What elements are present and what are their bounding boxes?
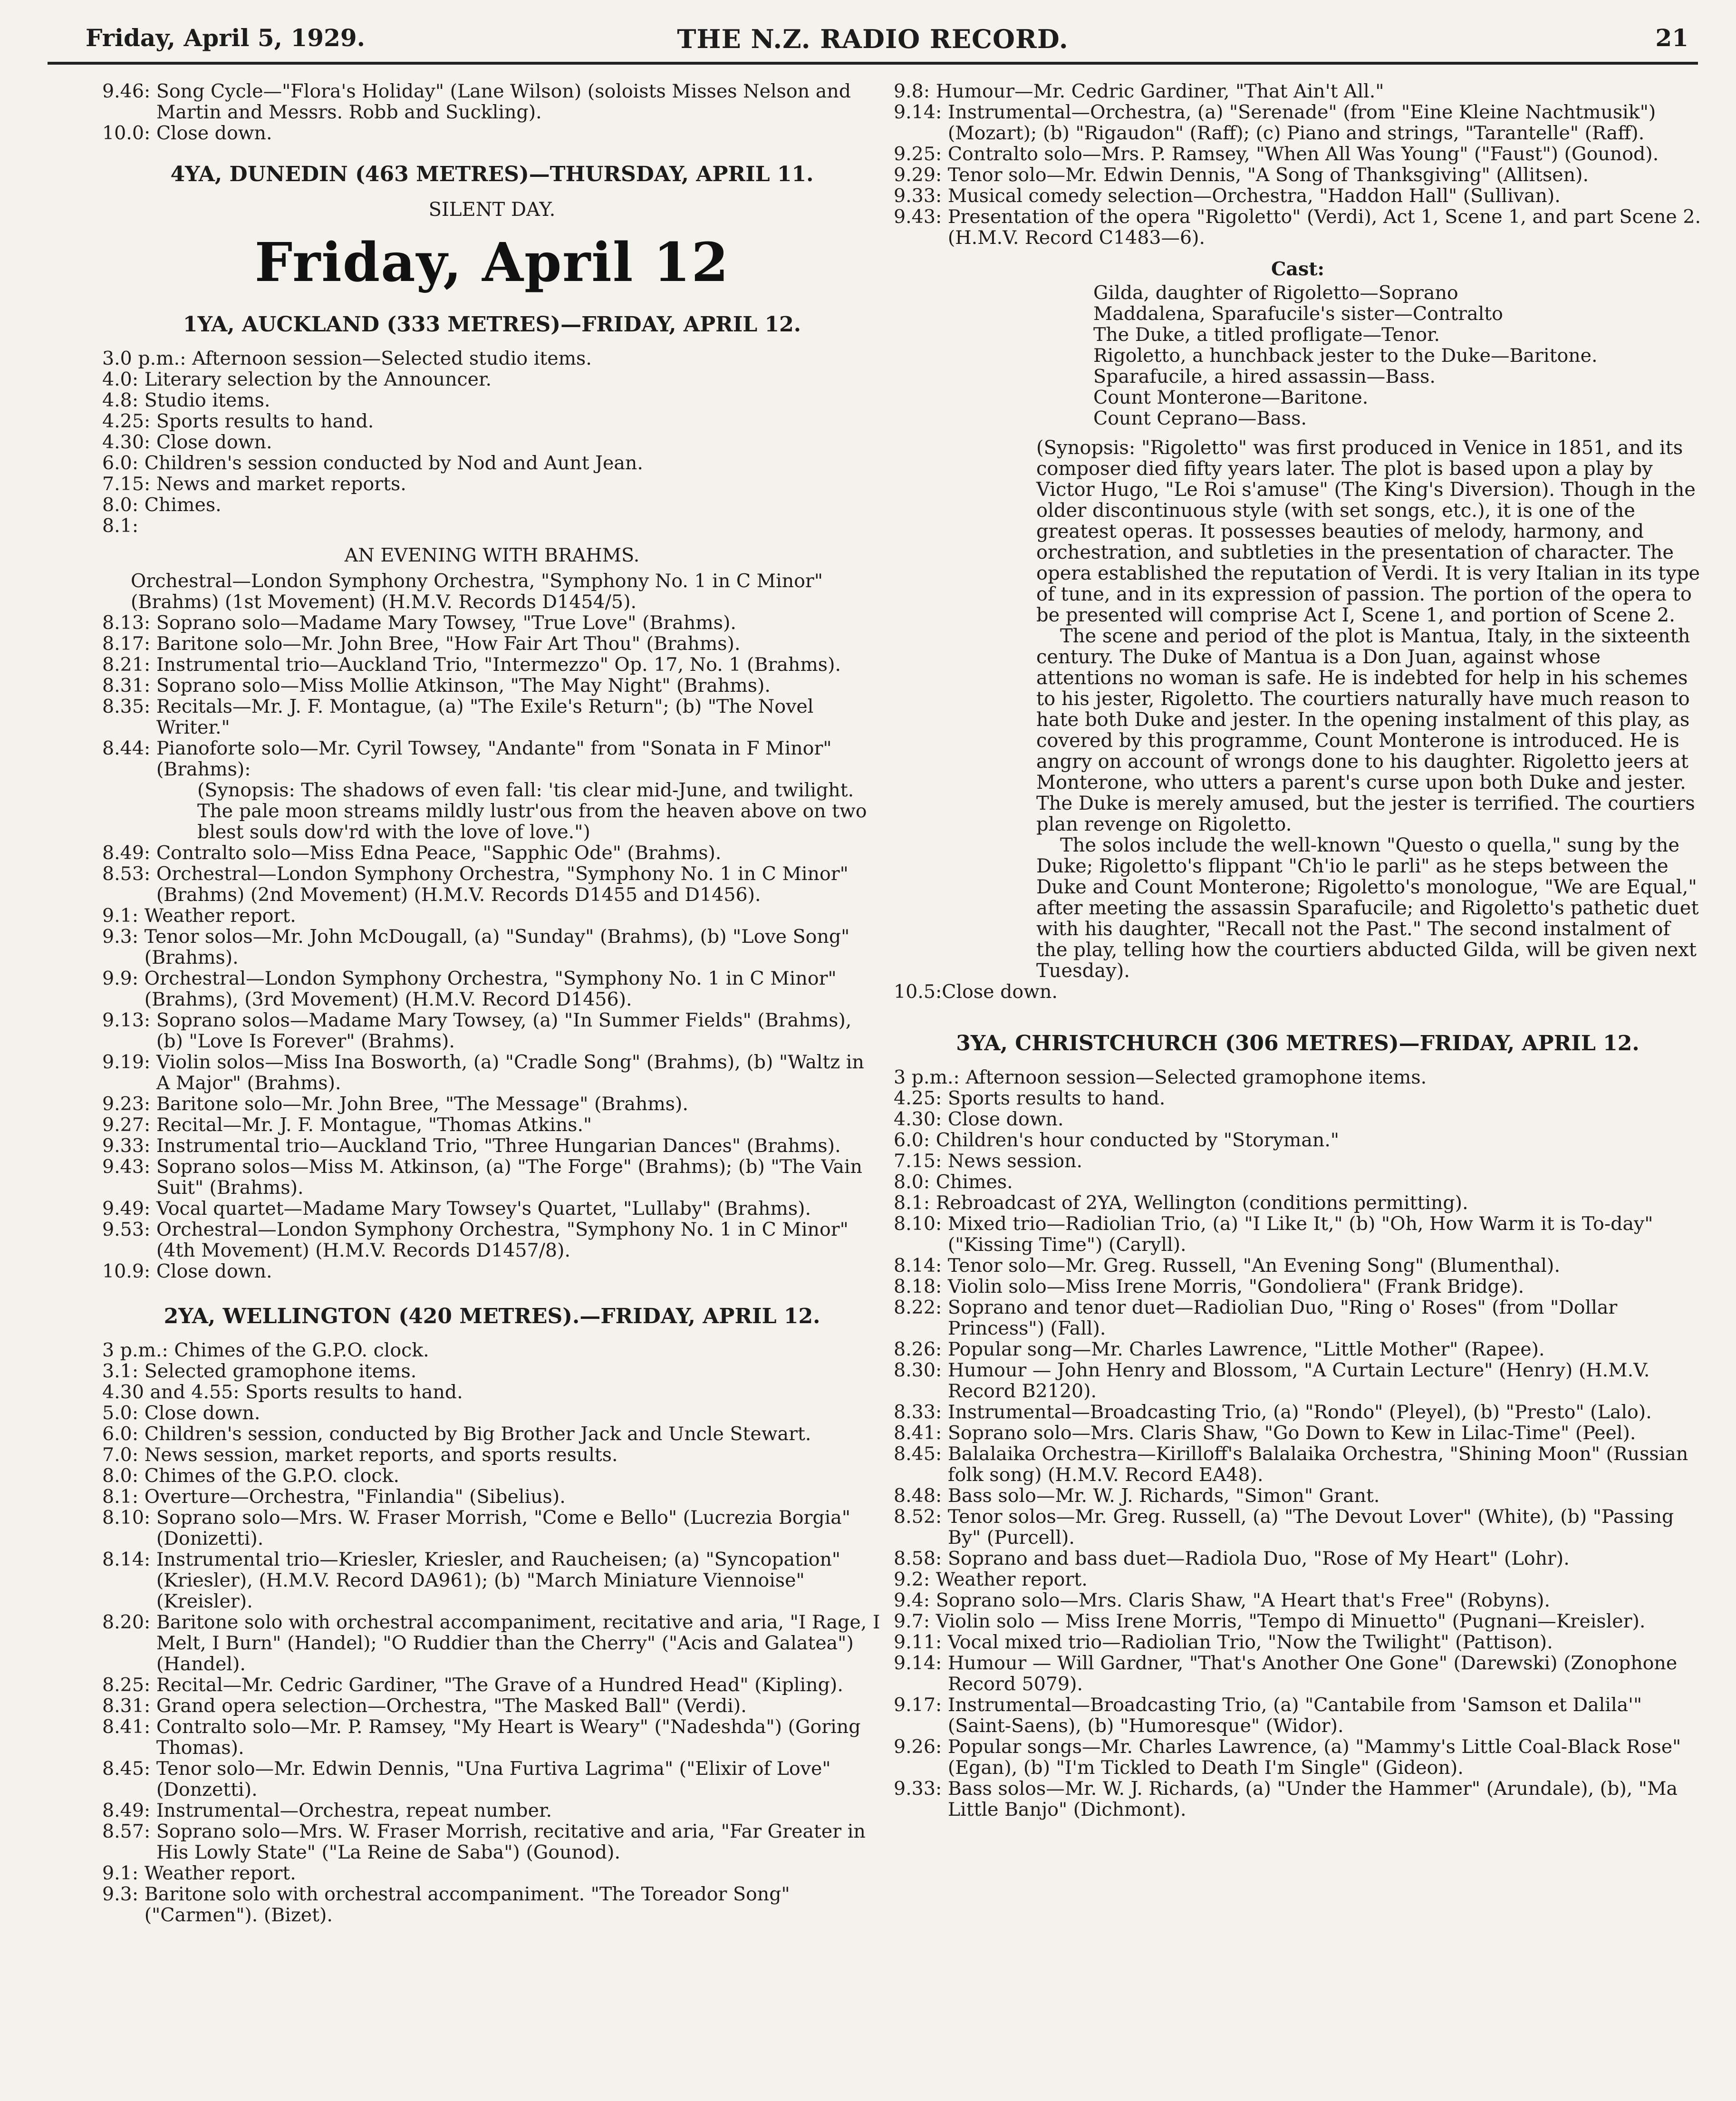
schedule-time: 10.9: xyxy=(102,1260,156,1282)
schedule-text: Children's session, conducted by Big Brother Jack and Uncle Stewart. xyxy=(144,1423,811,1445)
schedule-time: 9.49: xyxy=(102,1198,156,1220)
schedule-time: 6.0: xyxy=(102,1423,145,1445)
schedule-item xyxy=(894,1590,1702,1611)
schedule-text: Tenor solos—Mr. Greg. Russell, (a) "The Devout Lover" (White), (b) "Passing By" (Purcell). xyxy=(947,1506,1674,1549)
schedule-text: Children's session conducted by Nod and Aunt Jean. xyxy=(144,452,643,474)
schedule-item xyxy=(102,1423,882,1444)
schedule-time: 9.53: xyxy=(102,1219,156,1240)
schedule-text: Violin solos—Miss Ina Bosworth, (a) "Cradle Song" (Brahms), (b) "Waltz in A Major" (Brahms). xyxy=(156,1051,864,1094)
schedule-time: 4.0: xyxy=(102,368,145,390)
schedule-text: Soprano and bass duet—Radiola Duo, "Rose of My Heart" (Lohr). xyxy=(947,1548,1570,1569)
schedule-text: Afternoon session—Selected studio items. xyxy=(192,348,592,369)
schedule-time: 7.15: xyxy=(102,473,156,495)
schedule-item xyxy=(102,1821,882,1863)
schedule-item xyxy=(894,1276,1702,1297)
schedule-time: 9.17: xyxy=(894,1694,948,1716)
schedule-text: Instrumental—Orchestra, repeat number. xyxy=(156,1800,552,1821)
schedule-item xyxy=(102,1486,882,1507)
schedule-item xyxy=(102,411,882,432)
masthead: THE N.Z. RADIO RECORD. xyxy=(677,24,1069,54)
schedule-time: 8.21: xyxy=(102,654,156,676)
schedule-text: Humour—Mr. Cedric Gardiner, "That Ain't All." xyxy=(936,80,1384,102)
schedule-text: Recitals—Mr. J. F. Montague, (a) "The Exile's Return"; (b) "The Novel Writer." xyxy=(156,696,814,738)
schedule-item xyxy=(102,1863,882,1884)
wellington-schedule xyxy=(102,1340,882,1926)
schedule-text: Close down. xyxy=(144,1402,260,1424)
schedule-item xyxy=(102,1465,882,1486)
schedule-time: 9.9: xyxy=(102,968,145,989)
schedule-item xyxy=(102,1612,882,1675)
schedule-time: 9.13: xyxy=(102,1009,156,1031)
schedule-text: Studio items. xyxy=(144,389,270,411)
schedule-item xyxy=(102,81,882,123)
schedule-time: 4.30: xyxy=(102,431,156,453)
schedule-text: Sports results to hand. xyxy=(156,410,374,432)
schedule-item xyxy=(102,926,882,968)
schedule-item xyxy=(894,1402,1702,1423)
schedule-time: 8.45: xyxy=(102,1758,156,1780)
schedule-text: Tenor solo—Mr. Greg. Russell, "An Evening Song" (Blumenthal). xyxy=(947,1255,1560,1277)
schedule-time: 9.4: xyxy=(894,1589,936,1611)
right-top-list xyxy=(894,81,1702,248)
day-heading: Friday, April 12 xyxy=(254,232,730,294)
schedule-item xyxy=(102,1219,882,1261)
schedule-time: 9.11: xyxy=(894,1631,948,1653)
schedule-text: Popular songs—Mr. Charles Lawrence, (a) "Mammy's Little Coal-Black Rose" (Egan), (b) "I'm Tickled to Death I'm Single" (Gideon). xyxy=(947,1736,1681,1779)
schedule-item xyxy=(894,1694,1702,1736)
schedule-time: 9.46: xyxy=(102,80,156,102)
synopsis-paragraph: (Synopsis: "Rigoletto" was first produced in Venice in 1851, and its composer died fifty years later. The plot is based upon a play by Victor Hugo, "Le Roi s'amuse" (The King's Diversion). Though in the older discontinuous style (with set songs, etc.), it is one of the greatest operas. It possesses beauties of melody, harmony, and orchestration, and subtleties in the presentation of character. The opera established the reputation of Verdi. It is very Italian in its type of tune, and in its expression of passion. The portion of the opera to be presented will comprise Act I, Scene 1, and portion of Scene 2. xyxy=(1036,437,1700,626)
schedule-time: 3 p.m.: xyxy=(102,1339,174,1361)
schedule-text: Soprano solo—Mrs. Claris Shaw, "A Heart that's Free" (Robyns). xyxy=(936,1589,1551,1611)
schedule-item xyxy=(102,123,882,144)
schedule-text: Violin solo — Miss Irene Morris, "Tempo di Minuetto" (Pugnani—Kreisler). xyxy=(936,1610,1646,1632)
schedule-text: Afternoon session—Selected gramophone items. xyxy=(965,1066,1427,1088)
schedule-text: Popular song—Mr. Charles Lawrence, "Little Mother" (Rapee). xyxy=(947,1338,1545,1360)
schedule-time: 8.57: xyxy=(102,1820,156,1842)
schedule-time: 9.14: xyxy=(894,101,948,123)
schedule-item xyxy=(894,1172,1702,1192)
schedule-text: Soprano solo—Miss Mollie Atkinson, "The May Night" (Brahms). xyxy=(156,675,771,697)
rigoletto-synopsis xyxy=(894,437,1702,981)
schedule-text: Contralto solo—Mrs. P. Ramsey, "When All Was Young" ("Faust") (Gounod). xyxy=(947,143,1659,165)
schedule-time: 9.25: xyxy=(894,143,948,165)
schedule-text: Instrumental—Orchestra, (a) "Serenade" (from "Eine Kleine Nachtmusik") (Mozart); (b) "Rigaudon" (Raff); (c) Piano and strings, "Tarantelle" (Raff). xyxy=(947,101,1656,144)
schedule-time: 8.0: xyxy=(102,1465,145,1487)
schedule-text: Close down. xyxy=(947,1108,1064,1130)
schedule-text: Humour — John Henry and Blossom, "A Curtain Lecture" (Henry) (H.M.V. Record B2120). xyxy=(947,1359,1650,1402)
schedule-time: 9.2: xyxy=(894,1568,936,1590)
schedule-text: Orchestral—London Symphony Orchestra, "Symphony No. 1 in C Minor" (Brahms) (2nd Movement) (H.M.V. Records D1455 and D1456). xyxy=(156,863,849,906)
schedule-time: 8.49: xyxy=(102,842,156,864)
schedule-time: 9.43: xyxy=(894,206,948,228)
schedule-time: 8.33: xyxy=(894,1401,948,1423)
schedule-text: Recital—Mr. J. F. Montague, "Thomas Atkins." xyxy=(156,1114,592,1136)
synopsis-andante: (Synopsis: The shadows of even fall: 'tis clear mid-June, and twilight. The pale moon streams mildly lustr'ous from the heaven above on two blest souls dow'rd with the love of love.") xyxy=(197,779,867,843)
schedule-time: 3.1: xyxy=(102,1360,145,1382)
schedule-time: 9.43: xyxy=(102,1156,156,1178)
schedule-item xyxy=(894,1151,1702,1172)
schedule-text: Soprano solos—Miss M. Atkinson, (a) "The Forge" (Brahms); (b) "The Vain Suit" (Brahms). xyxy=(156,1156,862,1199)
schedule-text: Chimes of the G.P.O. clock. xyxy=(144,1465,400,1487)
schedule-time: 8.10: xyxy=(102,1507,156,1529)
schedule-item xyxy=(102,654,882,675)
schedule-time: 4.30 and 4.55: xyxy=(102,1381,246,1403)
schedule-time: 9.1: xyxy=(102,1862,145,1884)
schedule-text: Weather report. xyxy=(144,1862,296,1884)
schedule-text: Instrumental—Broadcasting Trio, (a) "Cantabile from 'Samson et Dalila'" (Saint-Saens), (b) "Humoresque" (Widor). xyxy=(947,1694,1642,1737)
schedule-text: Grand opera selection—Orchestra, "The Masked Ball" (Verdi). xyxy=(156,1695,747,1717)
schedule-text: Tenor solos—Mr. John McDougall, (a) "Sunday" (Brahms), (b) "Love Song" (Brahms). xyxy=(144,926,850,968)
schedule-time: 8.26: xyxy=(894,1338,948,1360)
schedule-item xyxy=(102,1198,882,1219)
schedule-item xyxy=(102,1156,882,1198)
schedule-item xyxy=(894,1360,1702,1402)
schedule-time: 8.1: xyxy=(894,1192,936,1214)
cast-member: Sparafucile, a hired assassin—Bass. xyxy=(1093,366,1436,387)
schedule-time: 9.1: xyxy=(102,905,145,927)
schedule-item xyxy=(894,981,1702,1002)
schedule-item xyxy=(102,1758,882,1800)
schedule-text: News session. xyxy=(947,1150,1083,1172)
schedule-text: Bass solos—Mr. W. J. Richards, (a) "Under the Hammer" (Arundale), (b), "Ma Little Banjo" (Dichmont). xyxy=(947,1778,1678,1820)
schedule-item xyxy=(102,1052,882,1094)
schedule-text: Sports results to hand. xyxy=(245,1381,463,1403)
schedule-time: 8.53: xyxy=(102,863,156,885)
schedule-text: Overture—Orchestra, "Finlandia" (Sibelius). xyxy=(144,1486,566,1508)
schedule-time: 6.0: xyxy=(102,452,145,474)
schedule-text: Baritone solo—Mr. John Bree, "The Message" (Brahms). xyxy=(156,1093,689,1115)
schedule-item xyxy=(102,348,882,369)
schedule-time: 10.0: xyxy=(102,122,156,144)
schedule-time: 9.27: xyxy=(102,1114,156,1136)
auckland-schedule-b xyxy=(102,612,882,780)
schedule-text: Close down. xyxy=(942,981,1058,1003)
schedule-text: Mixed trio—Radiolian Trio, (a) "I Like It," (b) "Oh, How Warm it is To-day" ("Kissing Time") (Caryll). xyxy=(947,1213,1653,1256)
schedule-item xyxy=(894,1485,1702,1506)
schedule-time: 9.19: xyxy=(102,1051,156,1073)
schedule-text: Soprano solos—Madame Mary Towsey, (a) "In Summer Fields" (Brahms), (b) "Love Is Forever" (Brahms). xyxy=(156,1009,852,1052)
schedule-item xyxy=(102,474,882,494)
station-heading-dunedin: 4YA, DUNEDIN (463 METRES)—THURSDAY, APRIL 11. xyxy=(170,162,814,186)
schedule-text: Contralto solo—Miss Edna Peace, "Sapphic Ode" (Brahms). xyxy=(156,842,722,864)
schedule-item xyxy=(102,1695,882,1716)
schedule-item xyxy=(102,1135,882,1156)
schedule-time: 8.13: xyxy=(102,612,156,634)
schedule-time: 8.1: xyxy=(102,1486,145,1508)
right-column xyxy=(894,81,1702,1820)
schedule-time: 9.33: xyxy=(894,185,948,207)
left-top-list xyxy=(102,81,882,144)
schedule-time: 8.10: xyxy=(894,1213,948,1235)
schedule-item xyxy=(102,432,882,453)
schedule-text: Instrumental trio—Auckland Trio, "Intermezzo" Op. 17, No. 1 (Brahms). xyxy=(156,654,841,676)
schedule-time: 8.41: xyxy=(894,1422,948,1444)
schedule-item xyxy=(894,1088,1702,1109)
schedule-item xyxy=(102,1114,882,1135)
schedule-item xyxy=(894,206,1702,248)
station-heading-christchurch: 3YA, CHRISTCHURCH (306 METRES)—FRIDAY, APRIL 12. xyxy=(956,1031,1640,1055)
schedule-item xyxy=(894,144,1702,165)
schedule-text: Close down. xyxy=(156,1260,272,1282)
cast-label: Cast: xyxy=(1271,258,1325,280)
schedule-text: Weather report. xyxy=(936,1568,1088,1590)
schedule-text: Pianoforte solo—Mr. Cyril Towsey, "Andante" from "Sonata in F Minor" (Brahms): xyxy=(156,737,832,780)
schedule-item xyxy=(894,1548,1702,1569)
schedule-time: 8.0: xyxy=(102,494,145,516)
cast-member: The Duke, a titled profligate—Tenor. xyxy=(1093,324,1440,346)
brahms-intro: Orchestral—London Symphony Orchestra, "Symphony No. 1 in C Minor" (Brahms) (1st Movement) (H.M.V. Records D1454/5). xyxy=(131,570,823,613)
schedule-item xyxy=(102,1884,882,1926)
christchurch-schedule xyxy=(894,1067,1702,1820)
schedule-item xyxy=(102,1361,882,1382)
schedule-time: 8.20: xyxy=(102,1611,156,1633)
schedule-text: Bass solo—Mr. W. J. Richards, "Simon" Grant. xyxy=(947,1485,1380,1507)
schedule-text: Soprano solo—Mrs. W. Fraser Morrish, "Come e Bello" (Lucrezia Borgia" (Donizetti). xyxy=(156,1507,851,1549)
schedule-time: 3 p.m.: xyxy=(894,1066,966,1088)
schedule-item xyxy=(894,1213,1702,1255)
schedule-item xyxy=(894,1067,1702,1088)
schedule-item xyxy=(102,1716,882,1758)
schedule-item xyxy=(894,1443,1702,1485)
schedule-time: 8.35: xyxy=(102,696,156,717)
synopsis-paragraph: The solos include the well-known "Questo o quella," sung by the Duke; Rigoletto's flippant "Ch'io le parli" as he steps between the Duke and Count Monterone; Rigoletto's monologue, "We are Equal," after meeting the assassin Sparafucile; and Rigoletto's pathetic duet with his daughter, "Recall not the Past." The second instalment of the play, telling how the courtiers abducted Gilda, will be given next Tuesday). xyxy=(1036,834,1699,982)
schedule-time: 8.17: xyxy=(102,633,156,655)
schedule-time: 9.14: xyxy=(894,1652,948,1674)
page-header xyxy=(48,19,1698,67)
schedule-item xyxy=(894,1506,1702,1548)
page-number: 21 xyxy=(1655,24,1688,52)
schedule-item xyxy=(102,696,882,738)
schedule-time: 8.49: xyxy=(102,1800,156,1821)
schedule-time: 9.7: xyxy=(894,1610,936,1632)
schedule-text: Weather report. xyxy=(144,905,296,927)
schedule-item xyxy=(102,1800,882,1821)
schedule-time: 8.41: xyxy=(102,1716,156,1738)
schedule-text: Vocal mixed trio—Radiolian Trio, "Now the Twilight" (Pattison). xyxy=(947,1631,1553,1653)
schedule-item xyxy=(102,675,882,696)
schedule-item xyxy=(894,1339,1702,1360)
schedule-item xyxy=(102,968,882,1010)
cast-member: Count Ceprano—Bass. xyxy=(1093,407,1307,429)
schedule-item xyxy=(102,842,882,863)
schedule-time: 8.31: xyxy=(102,675,156,697)
schedule-item xyxy=(102,633,882,654)
cast-list xyxy=(894,282,1702,429)
schedule-time: 9.33: xyxy=(894,1778,948,1800)
auckland-schedule-a xyxy=(102,348,882,536)
schedule-item xyxy=(102,1261,882,1282)
schedule-time: 5.0: xyxy=(102,1402,145,1424)
schedule-item xyxy=(894,165,1702,185)
cast-member: Count Monterone—Baritone. xyxy=(1093,387,1369,408)
schedule-time: 9.3: xyxy=(102,926,145,948)
schedule-time: 4.25: xyxy=(894,1087,948,1109)
schedule-text: Tenor solo—Mr. Edwin Dennis, "A Song of Thanksgiving" (Allitsen). xyxy=(947,164,1589,186)
schedule-item xyxy=(894,1632,1702,1653)
schedule-text: Soprano solo—Madame Mary Towsey, "True Love" (Brahms). xyxy=(156,612,736,634)
station-heading-auckland: 1YA, AUCKLAND (333 METRES)—FRIDAY, APRIL 12. xyxy=(183,312,801,337)
silent-day-notice: SILENT DAY. xyxy=(428,199,556,221)
schedule-item xyxy=(894,185,1702,206)
schedule-time: 3.0 p.m.: xyxy=(102,348,193,369)
schedule-text: Vocal quartet—Madame Mary Towsey's Quartet, "Lullaby" (Brahms). xyxy=(156,1198,811,1220)
schedule-item xyxy=(894,1778,1702,1820)
schedule-item xyxy=(102,863,882,905)
schedule-text: Orchestral—London Symphony Orchestra, "Symphony No. 1 in C Minor" (Brahms), (3rd Movement) (H.M.V. Record D1456). xyxy=(144,968,837,1010)
schedule-time: 10.5: xyxy=(894,981,942,1003)
schedule-item xyxy=(894,1297,1702,1339)
cast-member: Rigoletto, a hunchback jester to the Duke—Baritone. xyxy=(1093,345,1598,367)
schedule-item xyxy=(102,515,882,536)
schedule-item xyxy=(102,1549,882,1612)
schedule-time: 8.44: xyxy=(102,737,156,759)
schedule-text: Instrumental—Broadcasting Trio, (a) "Rondo" (Pleyel), (b) "Presto" (Lalo). xyxy=(947,1401,1652,1423)
schedule-time: 7.0: xyxy=(102,1444,145,1466)
schedule-item xyxy=(102,1507,882,1549)
schedule-text: Soprano and tenor duet—Radiolian Duo, "Ring o' Roses" (from "Dollar Princess") (Fall). xyxy=(947,1297,1618,1339)
schedule-text: Contralto solo—Mr. P. Ramsey, "My Heart is Weary" ("Nadeshda") (Goring Thomas). xyxy=(156,1716,861,1759)
schedule-item xyxy=(102,1340,882,1361)
schedule-time: 8.48: xyxy=(894,1485,948,1507)
schedule-time: 4.8: xyxy=(102,389,145,411)
schedule-item xyxy=(102,612,882,633)
schedule-time: 9.29: xyxy=(894,164,948,186)
schedule-item xyxy=(894,1736,1702,1778)
schedule-time: 8.22: xyxy=(894,1297,948,1318)
auckland-schedule-c xyxy=(102,842,882,1282)
schedule-time: 8.58: xyxy=(894,1548,948,1569)
schedule-item xyxy=(102,1403,882,1423)
schedule-text: Humour — Will Gardner, "That's Another One Gone" (Darewski) (Zonophone Record 5079). xyxy=(947,1652,1678,1695)
schedule-time: 8.25: xyxy=(102,1674,156,1696)
schedule-text: Instrumental trio—Kriesler, Kriesler, and Raucheisen; (a) "Syncopation" (Kriesler), (H.M.V. Record DA961); (b) "March Miniature Viennoise" (Kreisler). xyxy=(156,1549,841,1612)
schedule-time: 9.3: xyxy=(102,1883,145,1905)
schedule-time: 9.8: xyxy=(894,80,936,102)
schedule-text: News session, market reports, and sports results. xyxy=(144,1444,618,1466)
schedule-text: Musical comedy selection—Orchestra, "Haddon Hall" (Sullivan). xyxy=(947,185,1561,207)
schedule-item xyxy=(894,1653,1702,1694)
schedule-item xyxy=(102,1444,882,1465)
schedule-text: Baritone solo—Mr. John Bree, "How Fair Art Thou" (Brahms). xyxy=(156,633,741,655)
schedule-item xyxy=(102,494,882,515)
schedule-time: 8.52: xyxy=(894,1506,948,1528)
schedule-text: Song Cycle—"Flora's Holiday" (Lane Wilson) (soloists Misses Nelson and Martin and Messrs. Robb and Suckling). xyxy=(156,80,851,123)
schedule-time: 7.15: xyxy=(894,1150,948,1172)
schedule-item xyxy=(102,1010,882,1052)
schedule-text: Chimes. xyxy=(144,494,222,516)
schedule-item xyxy=(102,369,882,390)
synopsis-paragraph: The scene and period of the plot is Mantua, Italy, in the sixteenth century. The Duke of Mantua is a Don Juan, against whose attentions no woman is safe. He is indebted for help in his schemes to his jester, Rigoletto. The courtiers naturally have much reason to hate both Duke and jester. In the opening instalment of this play, as covered by this programme, Count Monterone is introduced. He is angry on account of wrongs done to his daughter. Rigoletto jeers at Monterone, who utters a parent's curse upon both Duke and jester. The Duke is merely amused, but the jester is terrified. The courtiers plan revenge on Rigoletto. xyxy=(1036,625,1695,835)
schedule-item xyxy=(894,1255,1702,1276)
schedule-text: Children's hour conducted by "Storyman." xyxy=(936,1129,1340,1151)
schedule-text: News and market reports. xyxy=(156,473,406,495)
schedule-text: Soprano solo—Mrs. W. Fraser Morrish, recitative and aria, "Far Greater in His Lowly State" ("La Reine de Saba") (Gounod). xyxy=(156,1820,866,1863)
schedule-time: 9.26: xyxy=(894,1736,948,1758)
schedule-text: Chimes of the G.P.O. clock. xyxy=(174,1339,429,1361)
schedule-text: Orchestral—London Symphony Orchestra, "Symphony No. 1 in C Minor" (4th Movement) (H.M.V. Records D1457/8). xyxy=(156,1219,849,1261)
schedule-text: Literary selection by the Announcer. xyxy=(144,368,492,390)
schedule-time: 4.30: xyxy=(894,1108,948,1130)
schedule-time: 9.23: xyxy=(102,1093,156,1115)
schedule-item xyxy=(894,1423,1702,1443)
schedule-text: Tenor solo—Mr. Edwin Dennis, "Una Furtiva Lagrima" ("Elixir of Love" (Donzetti). xyxy=(156,1758,831,1801)
schedule-time: 8.31: xyxy=(102,1695,156,1717)
schedule-item xyxy=(102,1382,882,1403)
schedule-text: Baritone solo with orchestral accompaniment, recitative and aria, "I Rage, I Melt, I Burn" (Handel); "O Ruddier than the Cherry" ("Acis and Galatea") (Handel). xyxy=(156,1611,880,1675)
cast-member: Gilda, daughter of Rigoletto—Soprano xyxy=(1093,282,1458,304)
schedule-item xyxy=(102,390,882,411)
schedule-time: 8.30: xyxy=(894,1359,948,1381)
schedule-text: Soprano solo—Mrs. Claris Shaw, "Go Down to Kew in Lilac-Time" (Peel). xyxy=(947,1422,1636,1444)
schedule-time: 8.1: xyxy=(102,515,145,537)
schedule-text: Baritone solo with orchestral accompaniment. "The Toreador Song" ("Carmen"). (Bizet). xyxy=(144,1883,790,1926)
schedule-item xyxy=(894,1192,1702,1213)
schedule-item xyxy=(102,738,882,780)
schedule-text: Close down. xyxy=(156,431,272,453)
schedule-text: Balalaika Orchestra—Kirilloff's Balalaika Orchestra, "Shining Moon" (Russian folk song) (H.M.V. Record EA48). xyxy=(947,1443,1688,1486)
station-heading-wellington: 2YA, WELLINGTON (420 METRES).—FRIDAY, APRIL 12. xyxy=(164,1304,820,1328)
schedule-item xyxy=(102,1675,882,1695)
schedule-time: 8.14: xyxy=(102,1549,156,1570)
schedule-text: Sports results to hand. xyxy=(947,1087,1166,1109)
schedule-item xyxy=(894,1611,1702,1632)
brahms-evening-title: AN EVENING WITH BRAHMS. xyxy=(344,544,640,566)
schedule-text: Rebroadcast of 2YA, Wellington (conditions permitting). xyxy=(936,1192,1468,1214)
schedule-text: Selected gramophone items. xyxy=(144,1360,417,1382)
schedule-item xyxy=(894,102,1702,144)
schedule-time: 4.25: xyxy=(102,410,156,432)
schedule-item xyxy=(894,81,1702,102)
schedule-text: Close down. xyxy=(156,122,272,144)
schedule-time: 8.0: xyxy=(894,1171,936,1193)
left-column xyxy=(102,81,882,1926)
schedule-item xyxy=(102,905,882,926)
schedule-text: Instrumental trio—Auckland Trio, "Three Hungarian Dances" (Brahms). xyxy=(156,1135,841,1157)
schedule-item xyxy=(102,453,882,474)
schedule-item xyxy=(102,1094,882,1114)
schedule-time: 9.33: xyxy=(102,1135,156,1157)
schedule-item xyxy=(894,1109,1702,1130)
schedule-item xyxy=(894,1130,1702,1151)
schedule-text: Chimes. xyxy=(936,1171,1013,1193)
schedule-time: 6.0: xyxy=(894,1129,936,1151)
schedule-text: Recital—Mr. Cedric Gardiner, "The Grave of a Hundred Head" (Kipling). xyxy=(156,1674,843,1696)
schedule-time: 8.18: xyxy=(894,1276,948,1297)
schedule-item xyxy=(894,1569,1702,1590)
cast-member: Maddalena, Sparafucile's sister—Contralto xyxy=(1093,303,1503,325)
schedule-time: 8.45: xyxy=(894,1443,948,1465)
schedule-text: Violin solo—Miss Irene Morris, "Gondoliera" (Frank Bridge). xyxy=(947,1276,1524,1297)
schedule-text: Presentation of the opera "Rigoletto" (Verdi), Act 1, Scene 1, and part Scene 2. (H.M.V. Record C1483—6). xyxy=(947,206,1701,249)
header-rule xyxy=(48,62,1698,65)
issue-date: Friday, April 5, 1929. xyxy=(86,24,366,52)
schedule-time: 8.14: xyxy=(894,1255,948,1277)
